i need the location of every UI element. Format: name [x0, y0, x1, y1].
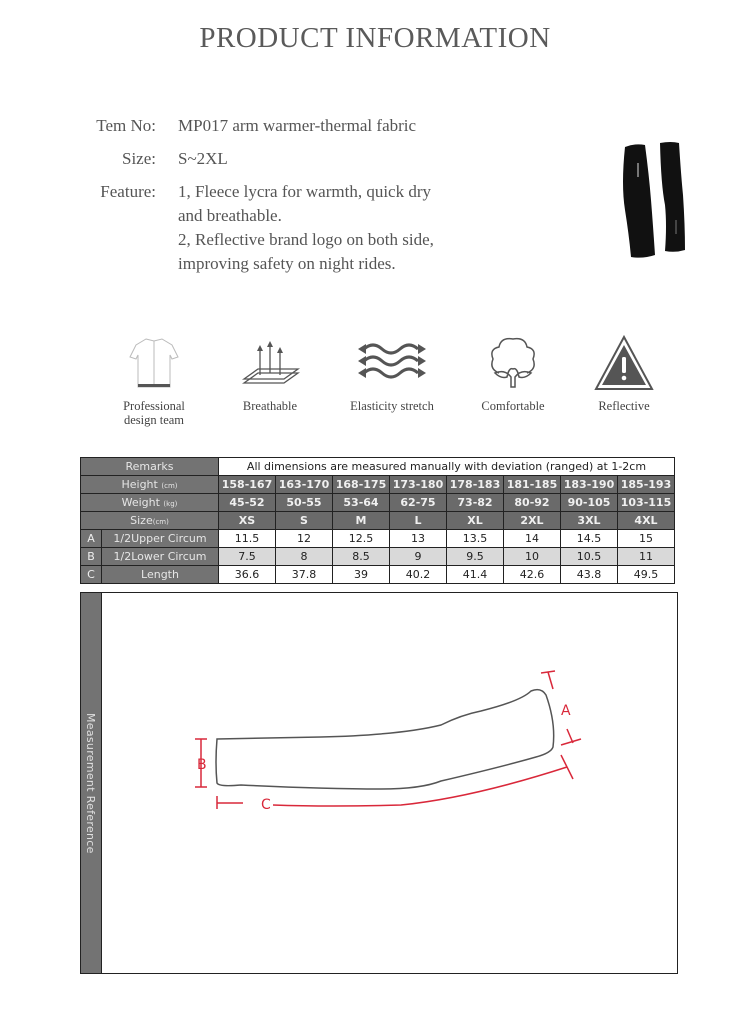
size-unit: (cm) — [152, 518, 169, 526]
feature-label: Elasticity stretch — [350, 399, 434, 413]
feature-icons — [94, 335, 694, 435]
table-cell: 43.8 — [561, 566, 618, 584]
weight-row — [81, 494, 675, 512]
feature-item — [94, 335, 214, 427]
table-cell: 9.5 — [447, 548, 504, 566]
table-cell: 12.5 — [333, 530, 390, 548]
weight-unit: (kg) — [163, 500, 178, 508]
cotton-icon — [485, 335, 541, 391]
size-cell: M — [333, 512, 390, 530]
feature-item — [332, 335, 452, 413]
table-cell: 12 — [276, 530, 333, 548]
feature-item — [564, 335, 684, 413]
feature-label: Feature: — [100, 182, 156, 201]
label-c: C — [261, 797, 271, 813]
measurement-reference-label: Measurement Reference — [84, 713, 97, 854]
table-cell: 14.5 — [561, 530, 618, 548]
jersey-icon — [126, 335, 182, 391]
height-unit: (cm) — [161, 482, 178, 490]
feature-label: Comfortable — [481, 399, 545, 413]
remarks-row — [81, 458, 675, 476]
table-cell: 11 — [618, 548, 675, 566]
size-label: Size: — [122, 149, 156, 168]
table-cell: 9 — [390, 548, 447, 566]
size-row — [81, 512, 675, 530]
size-cell: XS — [219, 512, 276, 530]
feature-row — [80, 180, 498, 276]
table-cell: 13.5 — [447, 530, 504, 548]
weight-cell: 90-105 — [561, 494, 618, 512]
feature-item — [210, 335, 330, 413]
height-cell: 181-185 — [504, 476, 561, 494]
height-cell: 183-190 — [561, 476, 618, 494]
remarks-label: Remarks — [81, 458, 219, 476]
table-cell: 13 — [390, 530, 447, 548]
upper-circum-row — [81, 530, 675, 548]
feature-label-line: Professional — [123, 399, 185, 413]
size-value: S~2XL — [178, 149, 228, 168]
weight-cell: 62-75 — [390, 494, 447, 512]
weight-cell: 53-64 — [333, 494, 390, 512]
row-label: 1/2Upper Circum — [102, 530, 219, 548]
page-title: PRODUCT INFORMATION — [199, 22, 551, 54]
feature-line: 1, Fleece lycra for warmth, quick dry — [178, 182, 432, 201]
feature-line: improving safety on night rides. — [178, 254, 396, 273]
weight-cell: 45-52 — [219, 494, 276, 512]
height-cell: 168-175 — [333, 476, 390, 494]
height-row — [81, 476, 675, 494]
weight-cell: 73-82 — [447, 494, 504, 512]
item-number-value: MP017 arm warmer-thermal fabric — [178, 116, 417, 135]
size-cell: XL — [447, 512, 504, 530]
size-cell: S — [276, 512, 333, 530]
height-cell: 178-183 — [447, 476, 504, 494]
table-cell: 10.5 — [561, 548, 618, 566]
label-b: B — [197, 757, 207, 773]
label-a: A — [561, 703, 571, 719]
feature-line: and breathable. — [178, 206, 282, 225]
breathable-icon — [238, 335, 302, 391]
size-cell: L — [390, 512, 447, 530]
table-cell: 11.5 — [219, 530, 276, 548]
measurement-reference-sidebar — [81, 593, 102, 973]
size-cell: 2XL — [504, 512, 561, 530]
size-label — [81, 512, 219, 530]
feature-item — [453, 335, 573, 413]
height-cell: 163-170 — [276, 476, 333, 494]
weight-label — [81, 494, 219, 512]
height-cell: 185-193 — [618, 476, 675, 494]
height-label — [81, 476, 219, 494]
feature-line: 2, Reflective brand logo on both side, — [178, 230, 434, 249]
weight-cell: 50-55 — [276, 494, 333, 512]
size-row — [80, 147, 498, 171]
table-cell: 15 — [618, 530, 675, 548]
table-cell: 42.6 — [504, 566, 561, 584]
item-number-label: Tem No: — [96, 116, 156, 135]
table-cell: 37.8 — [276, 566, 333, 584]
table-cell: 49.5 — [618, 566, 675, 584]
table-cell: 8 — [276, 548, 333, 566]
warning-triangle-icon — [594, 335, 654, 391]
table-cell: 41.4 — [447, 566, 504, 584]
table-cell: 10 — [504, 548, 561, 566]
size-chart-table — [80, 457, 675, 584]
product-image-arm-warmers — [595, 125, 695, 275]
row-letter: C — [81, 566, 102, 584]
feature-text — [178, 180, 498, 276]
length-row — [81, 566, 675, 584]
weight-label-text: Weight — [121, 496, 160, 509]
feature-label — [94, 399, 214, 427]
table-cell: 14 — [504, 530, 561, 548]
feature-label: Reflective — [598, 399, 650, 413]
product-info — [80, 114, 498, 285]
lower-circum-row — [81, 548, 675, 566]
table-cell: 8.5 — [333, 548, 390, 566]
height-label-text: Height — [121, 478, 158, 491]
height-cell: 158-167 — [219, 476, 276, 494]
row-label: 1/2Lower Circum — [102, 548, 219, 566]
table-cell: 40.2 — [390, 566, 447, 584]
size-label-text: Size — [130, 514, 153, 527]
stretch-waves-icon — [356, 335, 428, 391]
table-cell: 36.6 — [219, 566, 276, 584]
table-cell: 7.5 — [219, 548, 276, 566]
measurement-reference-panel — [80, 592, 678, 974]
weight-cell: 80-92 — [504, 494, 561, 512]
remarks-value: All dimensions are measured manually with deviation (ranged) at 1-2cm — [219, 458, 675, 476]
arm-warmer-diagram — [181, 643, 601, 838]
item-number-row — [80, 114, 498, 138]
weight-cell: 103-115 — [618, 494, 675, 512]
height-cell: 173-180 — [390, 476, 447, 494]
row-letter: A — [81, 530, 102, 548]
row-letter: B — [81, 548, 102, 566]
feature-label-line: design team — [123, 413, 185, 427]
feature-label: Breathable — [242, 399, 298, 413]
row-label: Length — [102, 566, 219, 584]
size-cell: 4XL — [618, 512, 675, 530]
size-cell: 3XL — [561, 512, 618, 530]
table-cell: 39 — [333, 566, 390, 584]
